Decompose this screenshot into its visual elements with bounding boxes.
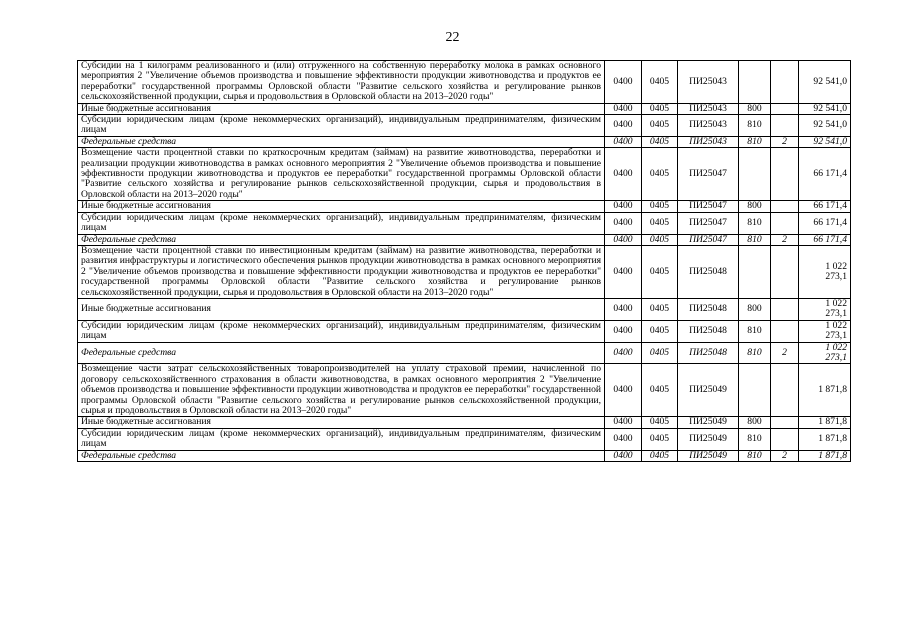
row-amount: 92 541,0 — [799, 136, 851, 147]
row-budget-level-code — [771, 61, 799, 104]
row-section-code: 0400 — [605, 212, 642, 234]
row-amount: 1 022 273,1 — [799, 320, 851, 342]
row-budget-level-code — [771, 428, 799, 450]
row-target-article-code: ПИ25049 — [678, 428, 739, 450]
row-target-article-code: ПИ25049 — [678, 417, 739, 428]
row-amount: 92 541,0 — [799, 103, 851, 114]
row-description: Иные бюджетные ассигнования — [78, 103, 605, 114]
row-section-code: 0400 — [605, 201, 642, 212]
row-subsection-code: 0405 — [642, 212, 678, 234]
row-section-code: 0400 — [605, 450, 642, 461]
row-budget-level-code: 2 — [771, 450, 799, 461]
row-subsection-code: 0405 — [642, 428, 678, 450]
table-row — [78, 115, 851, 137]
row-expense-type-code: 810 — [739, 115, 771, 137]
row-budget-level-code — [771, 364, 799, 417]
row-expense-type-code: 810 — [739, 342, 771, 364]
row-subsection-code: 0405 — [642, 417, 678, 428]
row-subsection-code: 0405 — [642, 450, 678, 461]
row-target-article-code: ПИ25043 — [678, 61, 739, 104]
table-row — [78, 298, 851, 320]
row-description: Федеральные средства — [78, 450, 605, 461]
row-expense-type-code: 800 — [739, 417, 771, 428]
row-subsection-code: 0405 — [642, 201, 678, 212]
row-amount: 66 171,4 — [799, 148, 851, 201]
row-description: Субсидии юридическим лицам (кроме некоммерческих организаций), индивидуальным предпринимателям, физическим лицам — [78, 320, 605, 342]
row-budget-level-code — [771, 115, 799, 137]
program-row — [78, 61, 851, 104]
row-budget-level-code — [771, 320, 799, 342]
row-amount: 1 022 273,1 — [799, 298, 851, 320]
row-section-code: 0400 — [605, 234, 642, 245]
program-row — [78, 364, 851, 417]
row-section-code: 0400 — [605, 136, 642, 147]
row-amount: 1 871,8 — [799, 364, 851, 417]
row-target-article-code: ПИ25047 — [678, 148, 739, 201]
row-subsection-code: 0405 — [642, 103, 678, 114]
row-expense-type-code: 800 — [739, 201, 771, 212]
row-budget-level-code — [771, 103, 799, 114]
program-row — [78, 245, 851, 298]
row-description: Иные бюджетные ассигнования — [78, 417, 605, 428]
row-budget-level-code — [771, 212, 799, 234]
table-row — [78, 417, 851, 428]
row-expense-type-code: 810 — [739, 234, 771, 245]
row-amount: 1 871,8 — [799, 428, 851, 450]
row-subsection-code: 0405 — [642, 245, 678, 298]
page-number: 22 — [445, 30, 460, 45]
row-section-code: 0400 — [605, 298, 642, 320]
row-description: Субсидии юридическим лицам (кроме некоммерческих организаций), индивидуальным предпринимателям, физическим лицам — [78, 428, 605, 450]
row-target-article-code: ПИ25049 — [678, 450, 739, 461]
federal-funds-row — [78, 450, 851, 461]
row-target-article-code: ПИ25043 — [678, 136, 739, 147]
row-expense-type-code: 810 — [739, 320, 771, 342]
row-target-article-code: ПИ25048 — [678, 245, 739, 298]
row-expense-type-code — [739, 364, 771, 417]
row-budget-level-code — [771, 148, 799, 201]
row-section-code: 0400 — [605, 245, 642, 298]
row-target-article-code: ПИ25048 — [678, 298, 739, 320]
row-expense-type-code — [739, 245, 771, 298]
row-section-code: 0400 — [605, 417, 642, 428]
table-row — [78, 103, 851, 114]
row-expense-type-code: 800 — [739, 298, 771, 320]
row-section-code: 0400 — [605, 342, 642, 364]
row-subsection-code: 0405 — [642, 298, 678, 320]
row-amount: 66 171,4 — [799, 212, 851, 234]
row-section-code: 0400 — [605, 364, 642, 417]
row-target-article-code: ПИ25049 — [678, 364, 739, 417]
row-description: Субсидии юридическим лицам (кроме некоммерческих организаций), индивидуальным предпринимателям, физическим лицам — [78, 212, 605, 234]
row-description: Федеральные средства — [78, 342, 605, 364]
budget-table — [77, 60, 851, 462]
row-section-code: 0400 — [605, 320, 642, 342]
row-section-code: 0400 — [605, 115, 642, 137]
row-budget-level-code — [771, 201, 799, 212]
table-row — [78, 320, 851, 342]
row-subsection-code: 0405 — [642, 148, 678, 201]
budget-table-body — [78, 61, 851, 462]
row-description: Федеральные средства — [78, 136, 605, 147]
row-description: Субсидии юридическим лицам (кроме некоммерческих организаций), индивидуальным предпринимателям, физическим лицам — [78, 115, 605, 137]
row-section-code: 0400 — [605, 103, 642, 114]
row-expense-type-code: 810 — [739, 428, 771, 450]
row-amount: 1 871,8 — [799, 417, 851, 428]
row-description: Иные бюджетные ассигнования — [78, 298, 605, 320]
row-amount: 1 022 273,1 — [799, 245, 851, 298]
row-description: Возмещение части затрат сельскохозяйственных товаропроизводителей на уплату страховой премии, начисленной по договору сельскохозяйственного страхования в области животноводства, в рамках основного мероприятия 2 "Увеличение объемов производства и повышение эффективности продукции животноводства и продуктов ее переработки" государственной программы Орловской области "Развитие сельского хозяйства и регулирование рынков сельскохозяйственной продукции, сырья и продовольствия в Орловской области на 2013–2020 годы" — [78, 364, 605, 417]
row-budget-level-code: 2 — [771, 136, 799, 147]
row-expense-type-code: 810 — [739, 136, 771, 147]
federal-funds-row — [78, 342, 851, 364]
row-amount: 1 022 273,1 — [799, 342, 851, 364]
row-amount: 66 171,4 — [799, 201, 851, 212]
row-section-code: 0400 — [605, 428, 642, 450]
row-target-article-code: ПИ25043 — [678, 115, 739, 137]
row-budget-level-code: 2 — [771, 234, 799, 245]
table-row — [78, 428, 851, 450]
row-budget-level-code — [771, 417, 799, 428]
row-target-article-code: ПИ25043 — [678, 103, 739, 114]
row-amount: 92 541,0 — [799, 61, 851, 104]
row-expense-type-code: 810 — [739, 212, 771, 234]
row-target-article-code: ПИ25047 — [678, 201, 739, 212]
federal-funds-row — [78, 136, 851, 147]
row-budget-level-code — [771, 298, 799, 320]
row-section-code: 0400 — [605, 61, 642, 104]
row-description: Иные бюджетные ассигнования — [78, 201, 605, 212]
row-expense-type-code: 810 — [739, 450, 771, 461]
row-amount: 1 871,8 — [799, 450, 851, 461]
row-budget-level-code: 2 — [771, 342, 799, 364]
row-description: Возмещение части процентной ставки по инвестиционным кредитам (займам) на развитие животноводства, переработки и развития инфраструктуры и логистического обеспечения рынков продукции животноводства в рамках основного мероприятия 2 "Увеличение объемов производства и повышение эффективности продукции животноводства и продуктов ее переработки" государственной программы Орловской области "Развитие сельского хозяйства и регулирование рынков сельскохозяйственной продукции, сырья и продовольствия в Орловской области на 2013–2020 годы" — [78, 245, 605, 298]
row-subsection-code: 0405 — [642, 115, 678, 137]
row-target-article-code: ПИ25048 — [678, 320, 739, 342]
row-amount: 66 171,4 — [799, 234, 851, 245]
row-description: Федеральные средства — [78, 234, 605, 245]
row-target-article-code: ПИ25048 — [678, 342, 739, 364]
row-subsection-code: 0405 — [642, 342, 678, 364]
row-expense-type-code — [739, 148, 771, 201]
federal-funds-row — [78, 234, 851, 245]
row-subsection-code: 0405 — [642, 320, 678, 342]
row-amount: 92 541,0 — [799, 115, 851, 137]
row-expense-type-code: 800 — [739, 103, 771, 114]
row-subsection-code: 0405 — [642, 61, 678, 104]
row-description: Субсидии на 1 килограмм реализованного и (или) отгруженного на собственную переработку молока в рамках основного мероприятия 2 "Увеличение объемов производства и повышение эффективности продукции животноводства и продуктов ее переработки" государственной программы Орловской области "Развитие сельского хозяйства и регулирование рынков сельскохозяйственной продукции, сырья и продовольствия в Орловской области на 2013–2020 годы" — [78, 61, 605, 104]
row-target-article-code: ПИ25047 — [678, 212, 739, 234]
table-row — [78, 201, 851, 212]
row-budget-level-code — [771, 245, 799, 298]
row-description: Возмещение части процентной ставки по краткосрочным кредитам (займам) на развитие животноводства, переработки и реализации продукции животноводства в рамках основного мероприятия 2 "Увеличение объемов производства и повышение эффективности продукции животноводства и продуктов ее переработки" государственной программы Орловской области "Развитие сельского хозяйства и регулирование рынков сельскохозяйственной продукции, сырья и продовольствия в Орловской области на 2013–2020 годы" — [78, 148, 605, 201]
row-subsection-code: 0405 — [642, 136, 678, 147]
row-expense-type-code — [739, 61, 771, 104]
row-subsection-code: 0405 — [642, 234, 678, 245]
row-section-code: 0400 — [605, 148, 642, 201]
row-subsection-code: 0405 — [642, 364, 678, 417]
row-target-article-code: ПИ25047 — [678, 234, 739, 245]
table-row — [78, 212, 851, 234]
program-row — [78, 148, 851, 201]
